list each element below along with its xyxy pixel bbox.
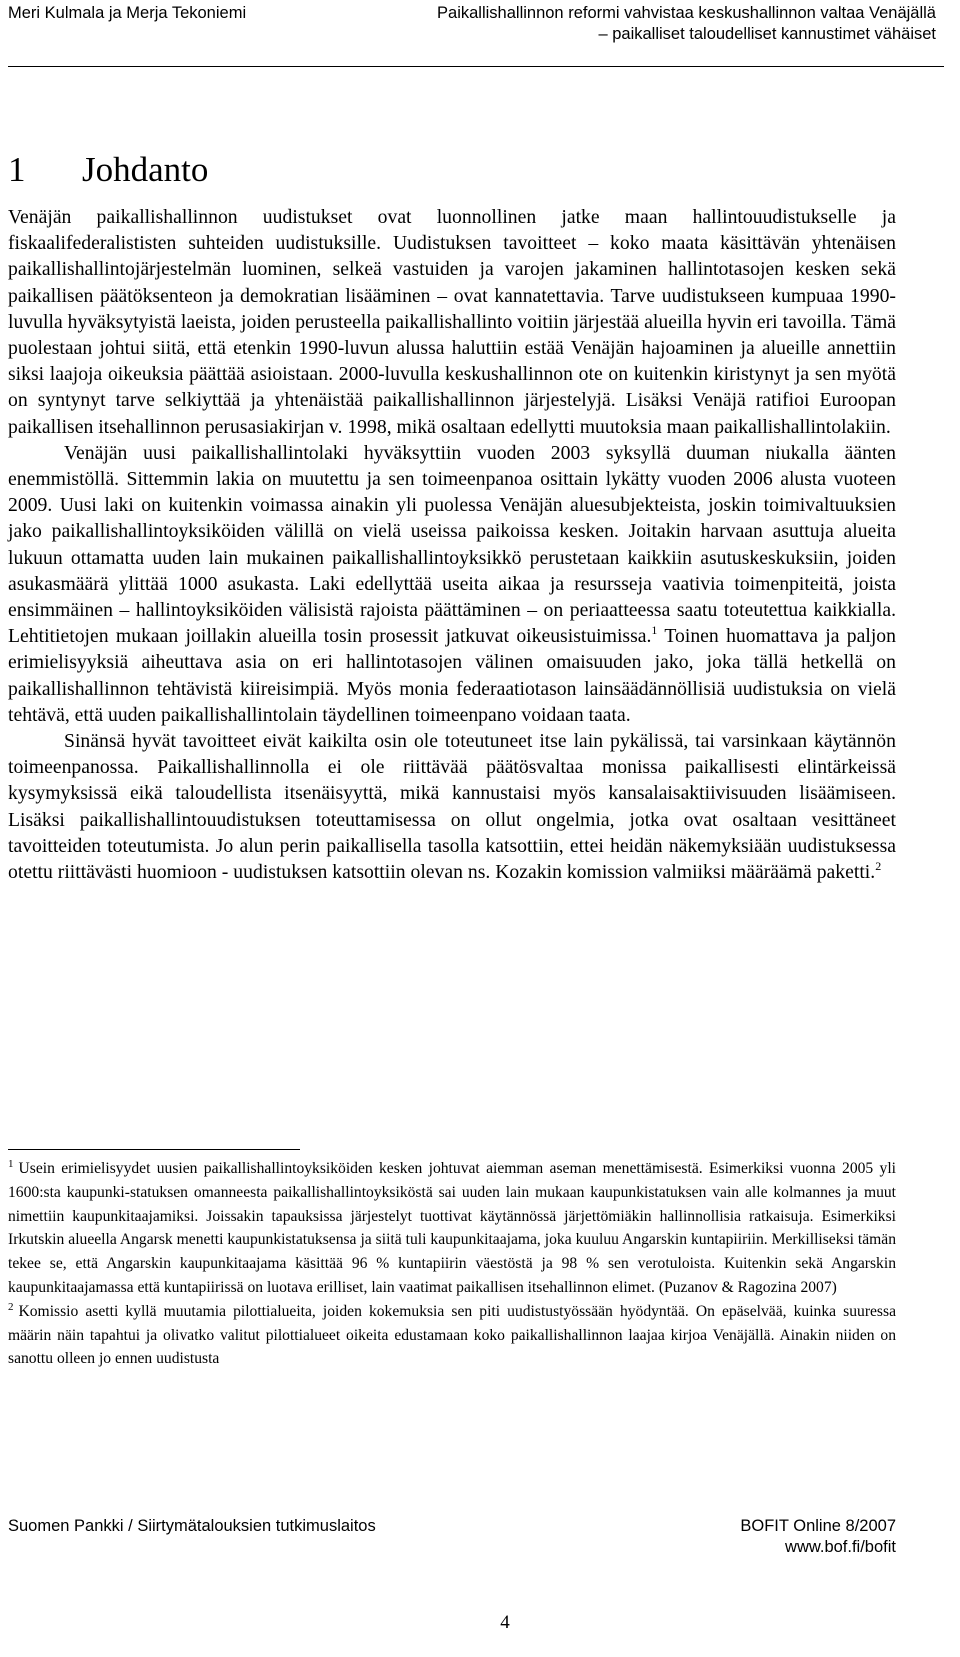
section-title: Johdanto	[82, 150, 209, 189]
running-header-title-line1: Paikallishallinnon reformi vahvistaa keskushallinnon valtaa Venäjällä	[437, 4, 936, 22]
footer-series: BOFIT Online 8/2007	[740, 1517, 896, 1535]
footnote-2	[8, 1300, 896, 1371]
footnote-number: 1	[8, 1158, 14, 1170]
running-header-authors: Meri Kulmala ja Merja Tekoniemi	[8, 4, 247, 22]
body-text	[8, 204, 896, 885]
footnote-text: Komissio asetti kyllä muutamia pilottialueita, joiden kokemuksia sen piti uudistustyössään hyödyntää. On epäselvää, kuinka suuressa määrin näin tapahtui ja olivatko valitut pilottialueet oikeita edustamaan koko paikallishallinnon laajaa kirjoa Venäjällä. Ainakin niiden on sanottu olleen jo ennen uudistusta	[8, 1302, 896, 1368]
footnote-number: 2	[8, 1300, 14, 1313]
paragraph-3: Sinänsä hyvät tavoitteet eivät kaikilta osin ole toteutuneet itse lain pykälissä, tai varsinkaan käytännön toimeenpanossa. Paikallishallinnolla ei ole riittävää päätösvaltaa monissa paikallisesti elintärkeissä kysymyksissä eikä taloudellista itsenäisyyttä, mikä kannustaisi myös kansalaisaktiivisuuden lisäämiseen. Lisäksi paikallishallintouudistuksen toteuttamisessa on ollut ongelmia, jotka ovat osaltaan vesittäneet tavoitteiden toteutumista. Jo alun perin paikallisella tasolla katsottiin, ettei heidän näkemyksiään uudistuksessa otettu riittävästi huomioon - uudistuksen katsottiin olevan ns. Kozakin komission valmiiksi määräämä paketti.$^2$	[8, 730, 896, 884]
paragraph-2: Venäjän uusi paikallishallintolaki hyväksyttiin vuoden 2003 syksyllä duuman niukalla äänten enemmistöllä. Sittemmin lakia on muutettu ja sen toimeenpanoa osittain lykätty vuoden 2006 alusta vuoteen 2009. Uusi laki on kuitenkin voimassa ainakin yli puolessa Venäjän aluesubjekteista, joskin toimivaltuuksien jako paikallishallintoyksiköiden välillä on vielä useissa paikoissa kesken. Joitakin harvaan asuttuja alueita lukuun ottamatta uuden lain mukainen paikallishallintoyksikkö perustetaan kaikkiin asutuskeskuksiin, joiden asukasmäärä ylittää 1000 asukasta. Laki edellyttää useita aikaa ja resursseja vaativia toimenpiteitä, joista ensimmäinen – hallintoyksiköiden välisistä rajoista päättäminen – on periaatteessa saatu toteutettua kaikkialla. Lehtitietojen mukaan joillakin alueilla tosin prosessit jatkuvat oikeusistuimissa.$^1$ Toinen huomattava ja paljon erimielisyyksiä aiheuttava asia on eri hallintotasojen välinen omaisuuden jako, joka tällä hetkellä on paikallishallinnon tehtävistä kiireisimpiä. Myös monia federaatiotason lainsäädännöllisiä uudistuksia on vielä tehtävä, että uuden paikallishallintolain täydellinen toimeenpano voidaan taata.	[8, 441, 896, 726]
footer-institution: Suomen Pankki / Siirtymätalouksien tutkimuslaitos	[8, 1517, 376, 1535]
footnote-divider	[8, 1149, 300, 1150]
paragraph-1: Venäjän paikallishallinnon uudistukset ovat luonnollinen jatke maan hallintouudistukselle ja fiskaalifederalististen suhteiden uudistuksille. Uudistuksen tavoitteet – koko maata käsittävän yhtenäisen paikallishallintojärjestelmän luominen, selkeä vastuiden ja varojen jakaminen hallintotasojen kesken sekä paikallisen päätöksenteon ja demokratian lisääminen – ovat kannatettavia. Tarve uudistukseen kumpuaa 1990-luvulla hyväksytyistä laeista, joiden perusteella paikallishallinto voitiin järjestää alueilla hyvin eri tavoilla. Tämä puolestaan johtui siitä, että etenkin 1990-luvun alussa haluttiin estää Venäjän hajoaminen ja alueille annettiin siksi laajoja oikeuksia päättää asioistaan. 2000-luvulla keskushallinnon ote on kuitenkin kiristynyt ja sen myötä on syntynyt tarve selkiyttää ja yhtenäistää paikallishallinnon järjestelyjä. Lisäksi Venäjä ratifioi Euroopan paikallisen itsehallinnon perusasiakirjan v. 1998, mikä osaltaan edellytti muutoksia maan paikallishallintolakiin.	[8, 206, 896, 438]
page-number: 4	[500, 1612, 510, 1633]
footnotes	[8, 1157, 896, 1371]
section-heading	[8, 150, 208, 190]
footer-url: www.bof.fi/bofit	[785, 1538, 896, 1556]
footnote-text: Usein erimielisyydet uusien paikallishallintoyksiköiden kesken johtuvat aiemman aseman menettämisestä. Esimerkiksi vuonna 2005 yli 1600:sta kaupunki-statuksen omanneesta paikallishallintoyksiköstä sai uuden lain mukaan kaupunkistatuksen vain alle kolmannes ja muut nimettiin kaupunkitaajamiksi. Joissakin tapauksissa järjestelyt tuottivat käytännössä järjettömiäkin hallinnollisia ratkaisuja. Esimerkiksi Irkutskin alueella Angarsk menetti kaupunkistatuksensa ja siitä tuli kaupunkitaajama, joka kuuluu Angarskin kuntapiiriin. Merkilliseksi tämän tekee se, että Angarskin kaupunkitaajama käsittää 96 % kuntapiirin väestöstä ja 98 % sen verotuloista. Kuitenkin sekä Angarskin kaupunkitaajamassa että kuntapiirissä on luotava erilliset, lain vaatimat paikallisen itsehallinnon elimet. (Puzanov & Ragozina 2007)	[8, 1160, 896, 1296]
section-number: 1	[8, 150, 26, 189]
running-header-title-line2: – paikalliset taloudelliset kannustimet vähäiset	[598, 25, 936, 43]
running-header-title	[437, 3, 936, 45]
footer-publication	[740, 1516, 896, 1558]
header-divider	[8, 66, 944, 67]
footnote-1	[8, 1157, 896, 1300]
footnote-ref-2: 2	[875, 859, 882, 874]
footnote-ref-1: 1	[651, 623, 658, 638]
